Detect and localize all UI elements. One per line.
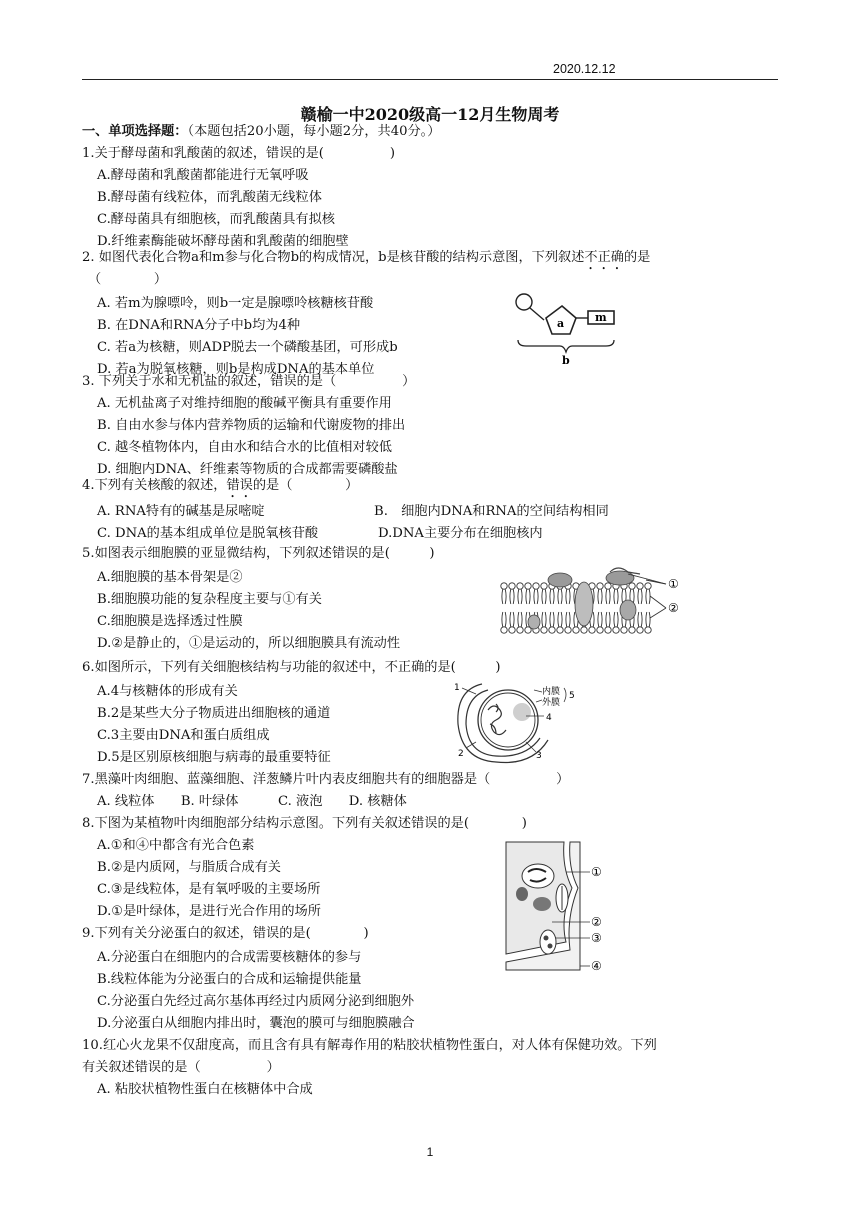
- question-4-option-c: C. DNA的基本组成单位是脱氧核苷酸: [97, 526, 319, 541]
- lipid-tail: [646, 612, 650, 627]
- lipid-head: [573, 627, 579, 633]
- question-4-option-b: B. 细胞内DNA和RNA的空间结构相同: [374, 504, 609, 519]
- leaf-cell-label-3: ③: [591, 931, 602, 945]
- lipid-tail: [550, 612, 554, 627]
- question-5-option-a: A.细胞膜的基本骨架是②: [97, 570, 243, 585]
- lipid-head: [581, 627, 587, 633]
- question-8-option-a: A.①和④中都含有光合色素: [97, 838, 255, 853]
- lipid-tail: [606, 612, 610, 627]
- question-3-option-d: D. 细胞内DNA、纤维素等物质的合成都需要磷酸盐: [97, 462, 398, 477]
- lipid-head: [629, 627, 635, 633]
- lipid-tail: [502, 612, 506, 627]
- lipid-tail: [598, 612, 602, 627]
- membrane-label-1: ①: [668, 577, 679, 591]
- lipid-head: [557, 627, 563, 633]
- lipid-head: [549, 627, 555, 633]
- lipid-tail: [638, 612, 642, 627]
- question-2-stem-emphasis: 不正确: [584, 250, 624, 265]
- question-1-option-c: C.酵母菌具有细胞核，而乳酸菌具有拟核: [97, 212, 335, 227]
- lipid-head: [645, 583, 651, 589]
- lipid-tail: [566, 612, 570, 627]
- lipid-tail: [510, 612, 514, 627]
- lipid-tail: [558, 589, 562, 604]
- header-rule: [82, 79, 778, 80]
- question-9-option-b: B.线粒体能为分泌蛋白的合成和运输提供能量: [97, 972, 362, 987]
- lipid-head: [501, 583, 507, 589]
- question-5-option-d: D.②是静止的，①是运动的，所以细胞膜具有流动性: [97, 636, 401, 651]
- question-4-stem-pre: 4.下列有关核酸的叙述，: [82, 478, 227, 493]
- nucleotide-label-a: a: [557, 317, 565, 330]
- lipid-tail: [606, 589, 610, 604]
- lipid-tail: [542, 612, 546, 627]
- question-6-option-c: C.3主要由DNA和蛋白质组成: [97, 728, 270, 743]
- lipid-head: [613, 627, 619, 633]
- lipid-head: [629, 583, 635, 589]
- question-4-option-d: D.DNA主要分布在细胞核内: [378, 526, 543, 541]
- question-5-option-c: C.细胞膜是选择透过性膜: [97, 614, 243, 629]
- lipid-head: [589, 627, 595, 633]
- lipid-head: [605, 583, 611, 589]
- lipid-head: [509, 627, 515, 633]
- lipid-head: [597, 627, 603, 633]
- lipid-head: [637, 627, 643, 633]
- question-9-option-a: A.分泌蛋白在细胞内的合成需要核糖体的参与: [97, 950, 362, 965]
- lipid-tail: [646, 589, 650, 604]
- question-4-stem-post: 的是（ ）: [252, 478, 359, 493]
- question-3-option-a: A. 无机盐离子对维持细胞的酸碱平衡具有重要作用: [97, 396, 392, 411]
- lipid-tail: [510, 589, 514, 604]
- question-4-option-a: A. RNA特有的碱基是尿嘧啶: [97, 504, 265, 519]
- nucleus-label-5: 5: [569, 691, 575, 701]
- lipid-tail: [614, 589, 618, 604]
- leaf-cell-diagram: [500, 838, 610, 978]
- nucleus-label-1: 1: [454, 683, 460, 693]
- question-1-stem: 1.关于酵母菌和乳酸菌的叙述，错误的是( ): [82, 146, 395, 161]
- lipid-tail: [638, 589, 642, 604]
- question-2-option-b: B. 在DNA和RNA分子中b均为4种: [97, 318, 301, 333]
- question-2-stem-post: 的是: [623, 250, 651, 265]
- lipid-tail: [526, 589, 530, 604]
- nucleus-label-4: 4: [546, 713, 552, 723]
- nucleotide-diagram: [512, 288, 620, 366]
- lipid-head: [565, 627, 571, 633]
- question-6-option-d: D.5是区别原核细胞与病毒的最重要特征: [97, 750, 331, 765]
- question-8-option-b: B.②是内质网，与脂质合成有关: [97, 860, 281, 875]
- question-10-option-a: A. 粘胶状植物性蛋白在核糖体中合成: [97, 1082, 313, 1097]
- question-7-options: A. 线粒体 B. 叶绿体 C. 液泡 D. 核糖体: [97, 794, 407, 809]
- question-2-option-a: A. 若m为腺嘌呤，则b一定是腺嘌呤核糖核苷酸: [97, 296, 374, 311]
- leaf-cell-label-1: ①: [591, 865, 602, 879]
- question-6-option-b: B.2是某些大分子物质进出细胞核的通道: [97, 706, 331, 721]
- question-4-stem-emphasis: 错误: [226, 478, 253, 493]
- lipid-tail: [518, 589, 522, 604]
- nucleus-label-inner: 内膜: [542, 687, 561, 697]
- nucleotide-label-m: m: [595, 311, 607, 324]
- question-6-option-a: A.4与核糖体的形成有关: [97, 684, 238, 699]
- lipid-head: [517, 627, 523, 633]
- question-3-option-b: B. 自由水参与体内营养物质的运输和代谢废物的排出: [97, 418, 406, 433]
- lipid-head: [509, 583, 515, 589]
- lipid-head: [501, 627, 507, 633]
- question-7-stem: 7.黑藻叶肉细胞、蓝藻细胞、洋葱鳞片叶内表皮细胞共有的细胞器是（ ）: [82, 772, 570, 787]
- page-number: 1: [426, 1145, 434, 1159]
- lipid-tail: [518, 612, 522, 627]
- question-1-option-a: A.酵母菌和乳酸菌都能进行无氧呼吸: [97, 168, 309, 183]
- leaf-cell-label-2: ②: [591, 915, 602, 929]
- question-8-option-d: D.①是叶绿体，是进行光合作用的场所: [97, 904, 321, 919]
- question-1-option-b: B.酵母菌有线粒体，而乳酸菌无线粒体: [97, 190, 322, 205]
- question-10-stem-line-1: 10.红心火龙果不仅甜度高，而且含有具有解毒作用的粘胶状植物性蛋白，对人体有保健功效。下列: [82, 1038, 657, 1053]
- question-6-stem: 6.如图所示，下列有关细胞核结构与功能的叙述中，不正确的是( ): [82, 660, 501, 675]
- lipid-tail: [614, 612, 618, 627]
- lipid-head: [645, 627, 651, 633]
- lipid-tail: [558, 612, 562, 627]
- question-2-option-d: D. 若a为脱氧核糖，则b是构成DNA的基本单位: [97, 362, 375, 377]
- nucleus-diagram: [452, 680, 584, 766]
- section-note: （本题包括20小题，每小题2分，共40分。）: [187, 124, 441, 139]
- question-2-stem: [82, 250, 650, 273]
- lipid-head: [597, 583, 603, 589]
- nucleotide-label-b: b: [562, 354, 570, 366]
- cell-membrane-diagram: [500, 566, 690, 642]
- section-heading-line: [82, 124, 440, 140]
- question-1-option-d: D.纤维素酶能破坏酵母菌和乳酸菌的细胞壁: [97, 234, 349, 249]
- nucleus-label-2: 2: [458, 749, 464, 759]
- lipid-head: [525, 583, 531, 589]
- question-8-option-c: C.③是线粒体，是有氧呼吸的主要场所: [97, 882, 321, 897]
- question-9-option-d: D.分泌蛋白从细胞内排出时，囊泡的膜可与细胞膜融合: [97, 1016, 415, 1031]
- lipid-head: [637, 583, 643, 589]
- question-5-stem: 5.如图表示细胞膜的亚显微结构，下列叙述错误的是( ): [82, 546, 435, 561]
- question-3-stem: 3. 下列关于水和无机盐的叙述，错误的是（ ）: [82, 374, 416, 389]
- page-title: 赣榆一中2020级高一12月生物周考: [300, 105, 560, 124]
- question-3-option-c: C. 越冬植物体内，自由水和结合水的比值相对较低: [97, 440, 392, 455]
- header-date: 2020.12.12: [553, 62, 616, 76]
- lipid-tail: [542, 589, 546, 604]
- question-2-option-c: C. 若a为核糖，则ADP脱去一个磷酸基团，可形成b: [97, 340, 398, 355]
- lipid-head: [621, 627, 627, 633]
- lipid-head: [605, 627, 611, 633]
- membrane-label-2: ②: [668, 601, 679, 615]
- question-9-option-c: C.分泌蛋白先经过高尔基体再经过内质网分泌到细胞外: [97, 994, 415, 1009]
- lipid-tail: [534, 589, 538, 604]
- lipid-head: [541, 583, 547, 589]
- lipid-head: [541, 627, 547, 633]
- question-8-stem: 8.下图为某植物叶肉细胞部分结构示意图。下列有关叙述错误的是( ): [82, 816, 527, 831]
- question-2-answer-paren: （ ）: [88, 272, 168, 287]
- leaf-cell-label-4: ④: [591, 959, 602, 973]
- lipid-tail: [566, 589, 570, 604]
- nucleus-label-3: 3: [536, 751, 542, 761]
- lipid-tail: [502, 589, 506, 604]
- lipid-head: [533, 583, 539, 589]
- question-4-stem: [82, 478, 358, 501]
- lipid-tail: [598, 589, 602, 604]
- nucleus-label-outer: 外膜: [542, 698, 561, 708]
- question-9-stem: 9.下列有关分泌蛋白的叙述，错误的是( ): [82, 926, 369, 941]
- question-2-stem-pre: 2. 如图代表化合物a和m参与化合物b的构成情况，b是核苷酸的结构示意图，下列叙述: [82, 250, 585, 265]
- lipid-tail: [550, 589, 554, 604]
- question-5-option-b: B.细胞膜功能的复杂程度主要与①有关: [97, 592, 322, 607]
- section-heading: 一、单项选择题：: [82, 124, 188, 139]
- question-10-stem-line-2: 有关叙述错误的是（ ）: [82, 1060, 280, 1075]
- lipid-head: [517, 583, 523, 589]
